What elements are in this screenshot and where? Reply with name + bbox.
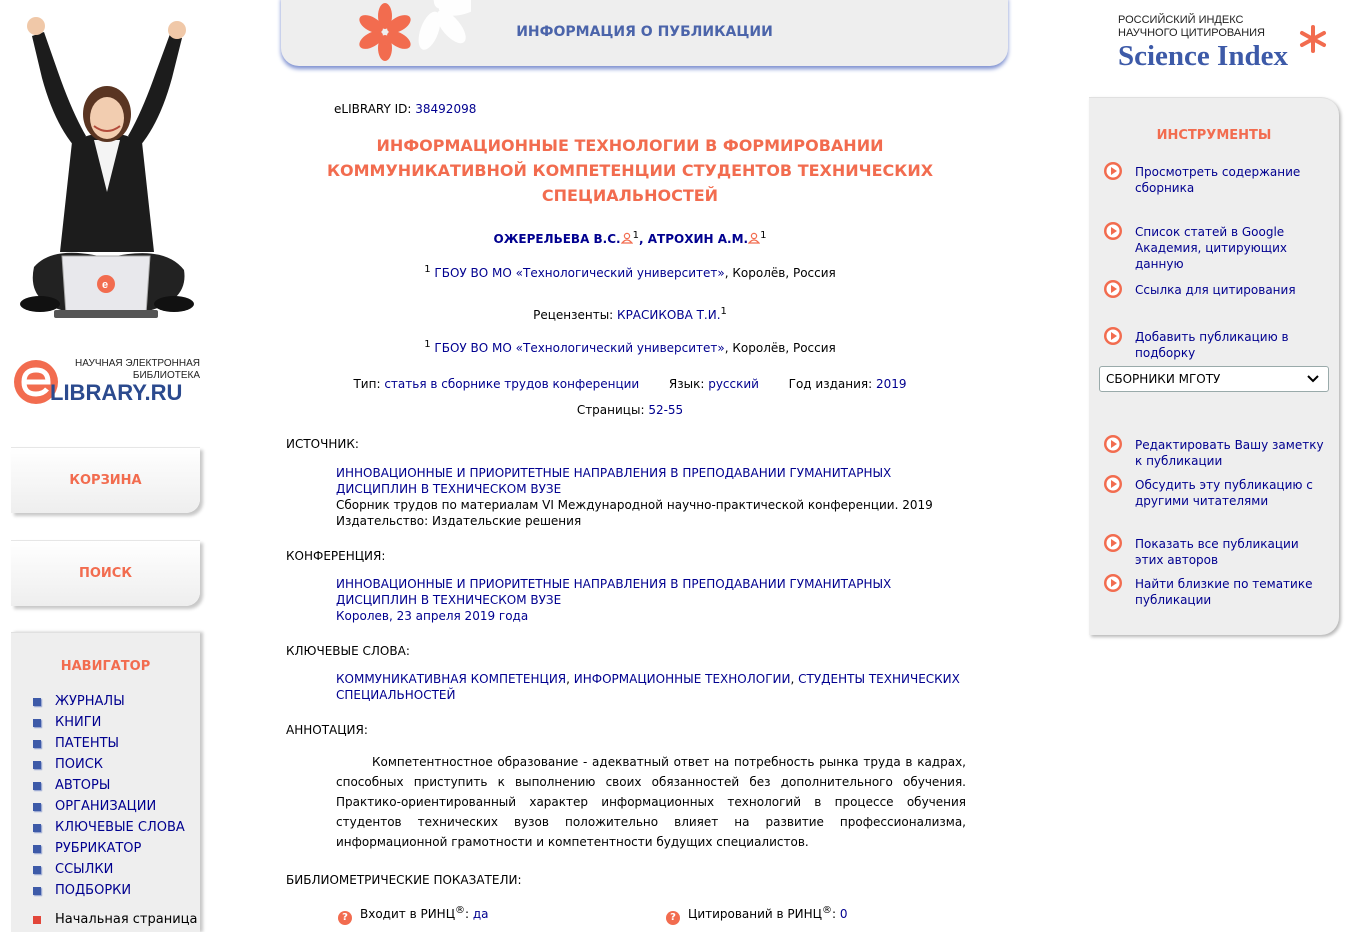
nav-link[interactable]: ПАТЕНТЫ [55, 736, 120, 751]
registered-mark: ® [455, 905, 466, 916]
affiliation-sup: 1 [424, 339, 431, 350]
tool-label[interactable]: Редактировать Вашу заметку к публикации [1135, 438, 1324, 468]
nav-link[interactable]: ПОДБОРКИ [55, 883, 132, 898]
abstract-heading: АННОТАЦИЯ: [286, 723, 368, 737]
pages [280, 403, 980, 417]
source-block [336, 465, 966, 529]
nav-item-rubricator[interactable] [33, 838, 197, 859]
tool-view-contents[interactable] [1103, 164, 1329, 196]
tools-panel [1089, 97, 1339, 635]
elibrary-id-value[interactable]: 38492098 [415, 102, 477, 116]
registered-mark: ® [822, 905, 832, 916]
publication-main [280, 0, 980, 923]
logo-caption-line2: БИБЛИОТЕКА [132, 370, 200, 381]
navigator-list [33, 691, 197, 930]
affiliation-sup: 1 [424, 264, 431, 275]
rinc-indicator: ? Входит в РИНЦ®: да [338, 905, 489, 925]
reviewer-affiliation [280, 339, 980, 355]
elibrary-id-label: eLIBRARY ID: [334, 102, 412, 116]
keywords-block: КОММУНИКАТИВНАЯ КОМПЕТЕНЦИЯ, ИНФОРМАЦИОННЫЕ ТЕХНОЛОГИИ, СТУДЕНТЫ ТЕХНИЧЕСКИХ СПЕЦИАЛЬНОСТЕЙ [336, 672, 960, 702]
tool-label[interactable]: Список статей в Google Академия, цитирующих данную [1135, 225, 1287, 271]
play-arrow-icon [1103, 326, 1123, 346]
tool-label[interactable]: Показать все публикации этих авторов [1135, 537, 1299, 567]
tool-label[interactable]: Ссылка для цитирования [1135, 283, 1296, 297]
square-bullet-icon [33, 916, 41, 924]
nav-link[interactable]: ПОИСК [55, 757, 104, 772]
nav-item-books[interactable] [33, 712, 197, 733]
nav-link[interactable]: ССЫЛКИ [55, 862, 114, 877]
elibrary-logo[interactable] [12, 356, 202, 412]
tool-add-to-collection[interactable] [1103, 329, 1329, 361]
conference-place-link[interactable]: Королев, 23 апреля 2019 года [336, 609, 529, 623]
nav-item-authors[interactable] [33, 775, 197, 796]
tool-label[interactable]: Обсудить эту публикацию с другими читателями [1135, 478, 1313, 508]
rinc-value[interactable]: да [472, 907, 489, 921]
square-bullet-icon [33, 803, 41, 811]
page-title: ИНФОРМАЦИЯ О ПУБЛИКАЦИИ [516, 24, 773, 40]
keyword-link[interactable]: СТУДЕНТЫ ТЕХНИЧЕСКИХ СПЕЦИАЛЬНОСТЕЙ [336, 672, 960, 702]
conference-block [336, 576, 966, 624]
author-link[interactable]: АТРОХИН А.М. [647, 232, 749, 246]
affiliation-city: , Королёв, Россия [724, 266, 836, 280]
cart-button[interactable]: КОРЗИНА [11, 447, 200, 513]
tool-label[interactable]: Найти близкие по тематике публикации [1135, 577, 1313, 607]
nav-item-collections[interactable] [33, 880, 197, 901]
nav-item-patents[interactable] [33, 733, 197, 754]
play-arrow-icon [1103, 161, 1123, 181]
publication-meta [280, 377, 980, 391]
language-value[interactable]: русский [708, 377, 759, 391]
abstract-text: Компетентностное образование - адекватный ответ на потребность рынка труда в кадрах, способных приступить к выполнению своих обязанностей без дополнительного обучения. Практико-ориентированный характер информационных технологий в процессе обучения студентов технических вузов положительно влияет на развитие профессионализма, информационной грамотности и компетентности будущих специалистов. [336, 755, 966, 849]
play-arrow-icon [1103, 573, 1123, 593]
author-link[interactable]: ОЖЕРЕЛЬЕВА В.С. [493, 232, 621, 246]
reviewer-sup: 1 [720, 306, 727, 317]
nav-item-journals[interactable] [33, 691, 197, 712]
nav-link[interactable]: КЛЮЧЕВЫЕ СЛОВА [55, 820, 185, 835]
square-bullet-icon [33, 887, 41, 895]
play-arrow-icon [1103, 434, 1123, 454]
logo-caption-line1: НАУЧНАЯ ЭЛЕКТРОННАЯ [75, 358, 200, 369]
nav-link[interactable]: АВТОРЫ [55, 778, 111, 793]
navigator-title: НАВИГАТОР [60, 659, 151, 674]
author-affil-sup: 1 [760, 230, 767, 241]
left-column [0, 0, 215, 927]
keywords-heading: КЛЮЧЕВЫЕ СЛОВА: [286, 644, 410, 658]
conference-heading: КОНФЕРЕНЦИЯ: [286, 549, 386, 563]
publication-title: ИНФОРМАЦИОННЫЕ ТЕХНОЛОГИИ В ФОРМИРОВАНИИ КОММУНИКАТИВНОЙ КОМПЕТЕНЦИИ СТУДЕНТОВ ТЕХНИЧЕСКИХ СПЕЦИАЛЬНОСТЕЙ [326, 136, 934, 205]
nav-link[interactable]: КНИГИ [55, 715, 102, 730]
collection-select[interactable] [1099, 366, 1329, 392]
square-bullet-icon [33, 824, 41, 832]
year-value[interactable]: 2019 [875, 377, 907, 391]
source-description: Сборник трудов по материалам VI Международной научно-практической конференции. 2019 [336, 498, 933, 512]
author-affil-sup: 1 [632, 230, 639, 241]
reviewer-link[interactable]: КРАСИКОВА Т.И. [617, 308, 721, 322]
square-bullet-icon [33, 740, 41, 748]
affiliation-org-link[interactable]: ГБОУ ВО МО «Технологический университет» [434, 341, 725, 355]
affiliation-city: , Королёв, Россия [724, 341, 836, 355]
language-label: Язык: [668, 377, 705, 391]
nav-link[interactable]: ОРГАНИЗАЦИИ [55, 799, 157, 814]
science-index-brand: Science Index [1118, 40, 1288, 72]
nav-item-keywords[interactable] [33, 817, 197, 838]
nav-item-home[interactable] [33, 909, 197, 930]
square-bullet-icon [33, 782, 41, 790]
science-index-line2: НАУЧНОГО ЦИТИРОВАНИЯ [1118, 27, 1265, 39]
tool-author-publications[interactable] [1103, 536, 1329, 568]
asterisk-icon [1298, 24, 1328, 54]
elibrary-id [334, 102, 476, 116]
source-publisher: Издательство: Издательские решения [336, 514, 582, 528]
authors-line: ОЖЕРЕЛЬЕВА В.С. $^1$, АТРОХИН А.М. $^1$ [493, 230, 767, 246]
person-icon[interactable] [621, 232, 633, 244]
square-bullet-icon [33, 698, 41, 706]
type-label: Тип: [353, 377, 381, 391]
nav-link[interactable]: РУБРИКАТОР [55, 841, 142, 856]
play-arrow-icon [1103, 221, 1123, 241]
nav-link[interactable]: Начальная страница [55, 912, 198, 927]
nav-link[interactable]: ЖУРНАЛЫ [55, 694, 125, 709]
tool-similar[interactable] [1103, 576, 1329, 608]
play-arrow-icon [1103, 474, 1123, 494]
source-heading: ИСТОЧНИК: [286, 437, 359, 451]
square-bullet-icon [33, 866, 41, 874]
keyword-link[interactable]: ИНФОРМАЦИОННЫЕ ТЕХНОЛОГИИ [573, 672, 791, 686]
tool-edit-note[interactable] [1103, 437, 1329, 469]
nav-item-links[interactable] [33, 859, 197, 880]
keyword-link[interactable]: КОММУНИКАТИВНАЯ КОМПЕТЕНЦИЯ [336, 672, 567, 686]
science-index-logo[interactable] [1118, 14, 1333, 78]
pages-label: Страницы: [576, 403, 645, 417]
conference-title-link[interactable]: ИННОВАЦИОННЫЕ И ПРИОРИТЕТНЫЕ НАПРАВЛЕНИЯ В ПРЕПОДАВАНИИ ГУМАНИТАРНЫХ ДИСЦИПЛИН В ТЕХНИЧЕСКОМ ВУЗЕ [336, 577, 892, 607]
tools-title: ИНСТРУМЕНТЫ [1156, 128, 1272, 143]
square-bullet-icon [33, 719, 41, 727]
reviewers-label: Рецензенты: [533, 308, 614, 322]
pages-value[interactable]: 52-55 [648, 403, 684, 417]
nav-item-organizations[interactable] [33, 796, 197, 817]
affiliation-org-link[interactable]: ГБОУ ВО МО «Технологический университет» [434, 266, 725, 280]
svg-text:e: e [102, 279, 109, 291]
square-bullet-icon [33, 845, 41, 853]
science-index-line1: РОССИЙСКИЙ ИНДЕКС [1118, 14, 1244, 26]
tool-citation-link[interactable] [1103, 282, 1329, 299]
nav-item-search[interactable] [33, 754, 197, 775]
reviewers [280, 306, 980, 322]
citations-value[interactable]: 0 [839, 907, 848, 921]
bibliometrics-heading: БИБЛИОМЕТРИЧЕСКИЕ ПОКАЗАТЕЛИ: [286, 873, 522, 887]
navigator-panel [11, 632, 200, 932]
logo-wordmark: LIBRARY.RU [50, 380, 183, 405]
source-title-link[interactable]: ИННОВАЦИОННЫЕ И ПРИОРИТЕТНЫЕ НАПРАВЛЕНИЯ В ПРЕПОДАВАНИИ ГУМАНИТАРНЫХ ДИСЦИПЛИН В ТЕХНИЧЕСКОМ ВУЗЕ [336, 466, 892, 496]
tool-label[interactable]: Просмотреть содержание сборника [1135, 165, 1301, 195]
tool-google-scholar[interactable] [1103, 224, 1329, 272]
play-arrow-icon [1103, 533, 1123, 553]
citations-label: Цитирований в РИНЦ [688, 907, 822, 921]
year-label: Год издания: [788, 377, 873, 391]
question-mark-icon[interactable]: ? [338, 911, 352, 925]
search-button[interactable]: ПОИСК [11, 540, 200, 606]
banner-image [14, 12, 200, 324]
rinc-label: Входит в РИНЦ [360, 907, 456, 921]
tool-discuss[interactable] [1103, 477, 1329, 509]
person-icon[interactable] [748, 232, 760, 244]
citations-indicator: ? Цитирований в РИНЦ®: 0 [666, 905, 848, 925]
tool-label[interactable]: Добавить публикацию в подборку [1135, 330, 1289, 360]
question-mark-icon[interactable]: ? [666, 911, 680, 925]
play-arrow-icon [1103, 279, 1123, 299]
square-bullet-icon [33, 761, 41, 769]
affiliation [280, 264, 980, 280]
type-value[interactable]: статья в сборнике трудов конференции [384, 377, 640, 391]
